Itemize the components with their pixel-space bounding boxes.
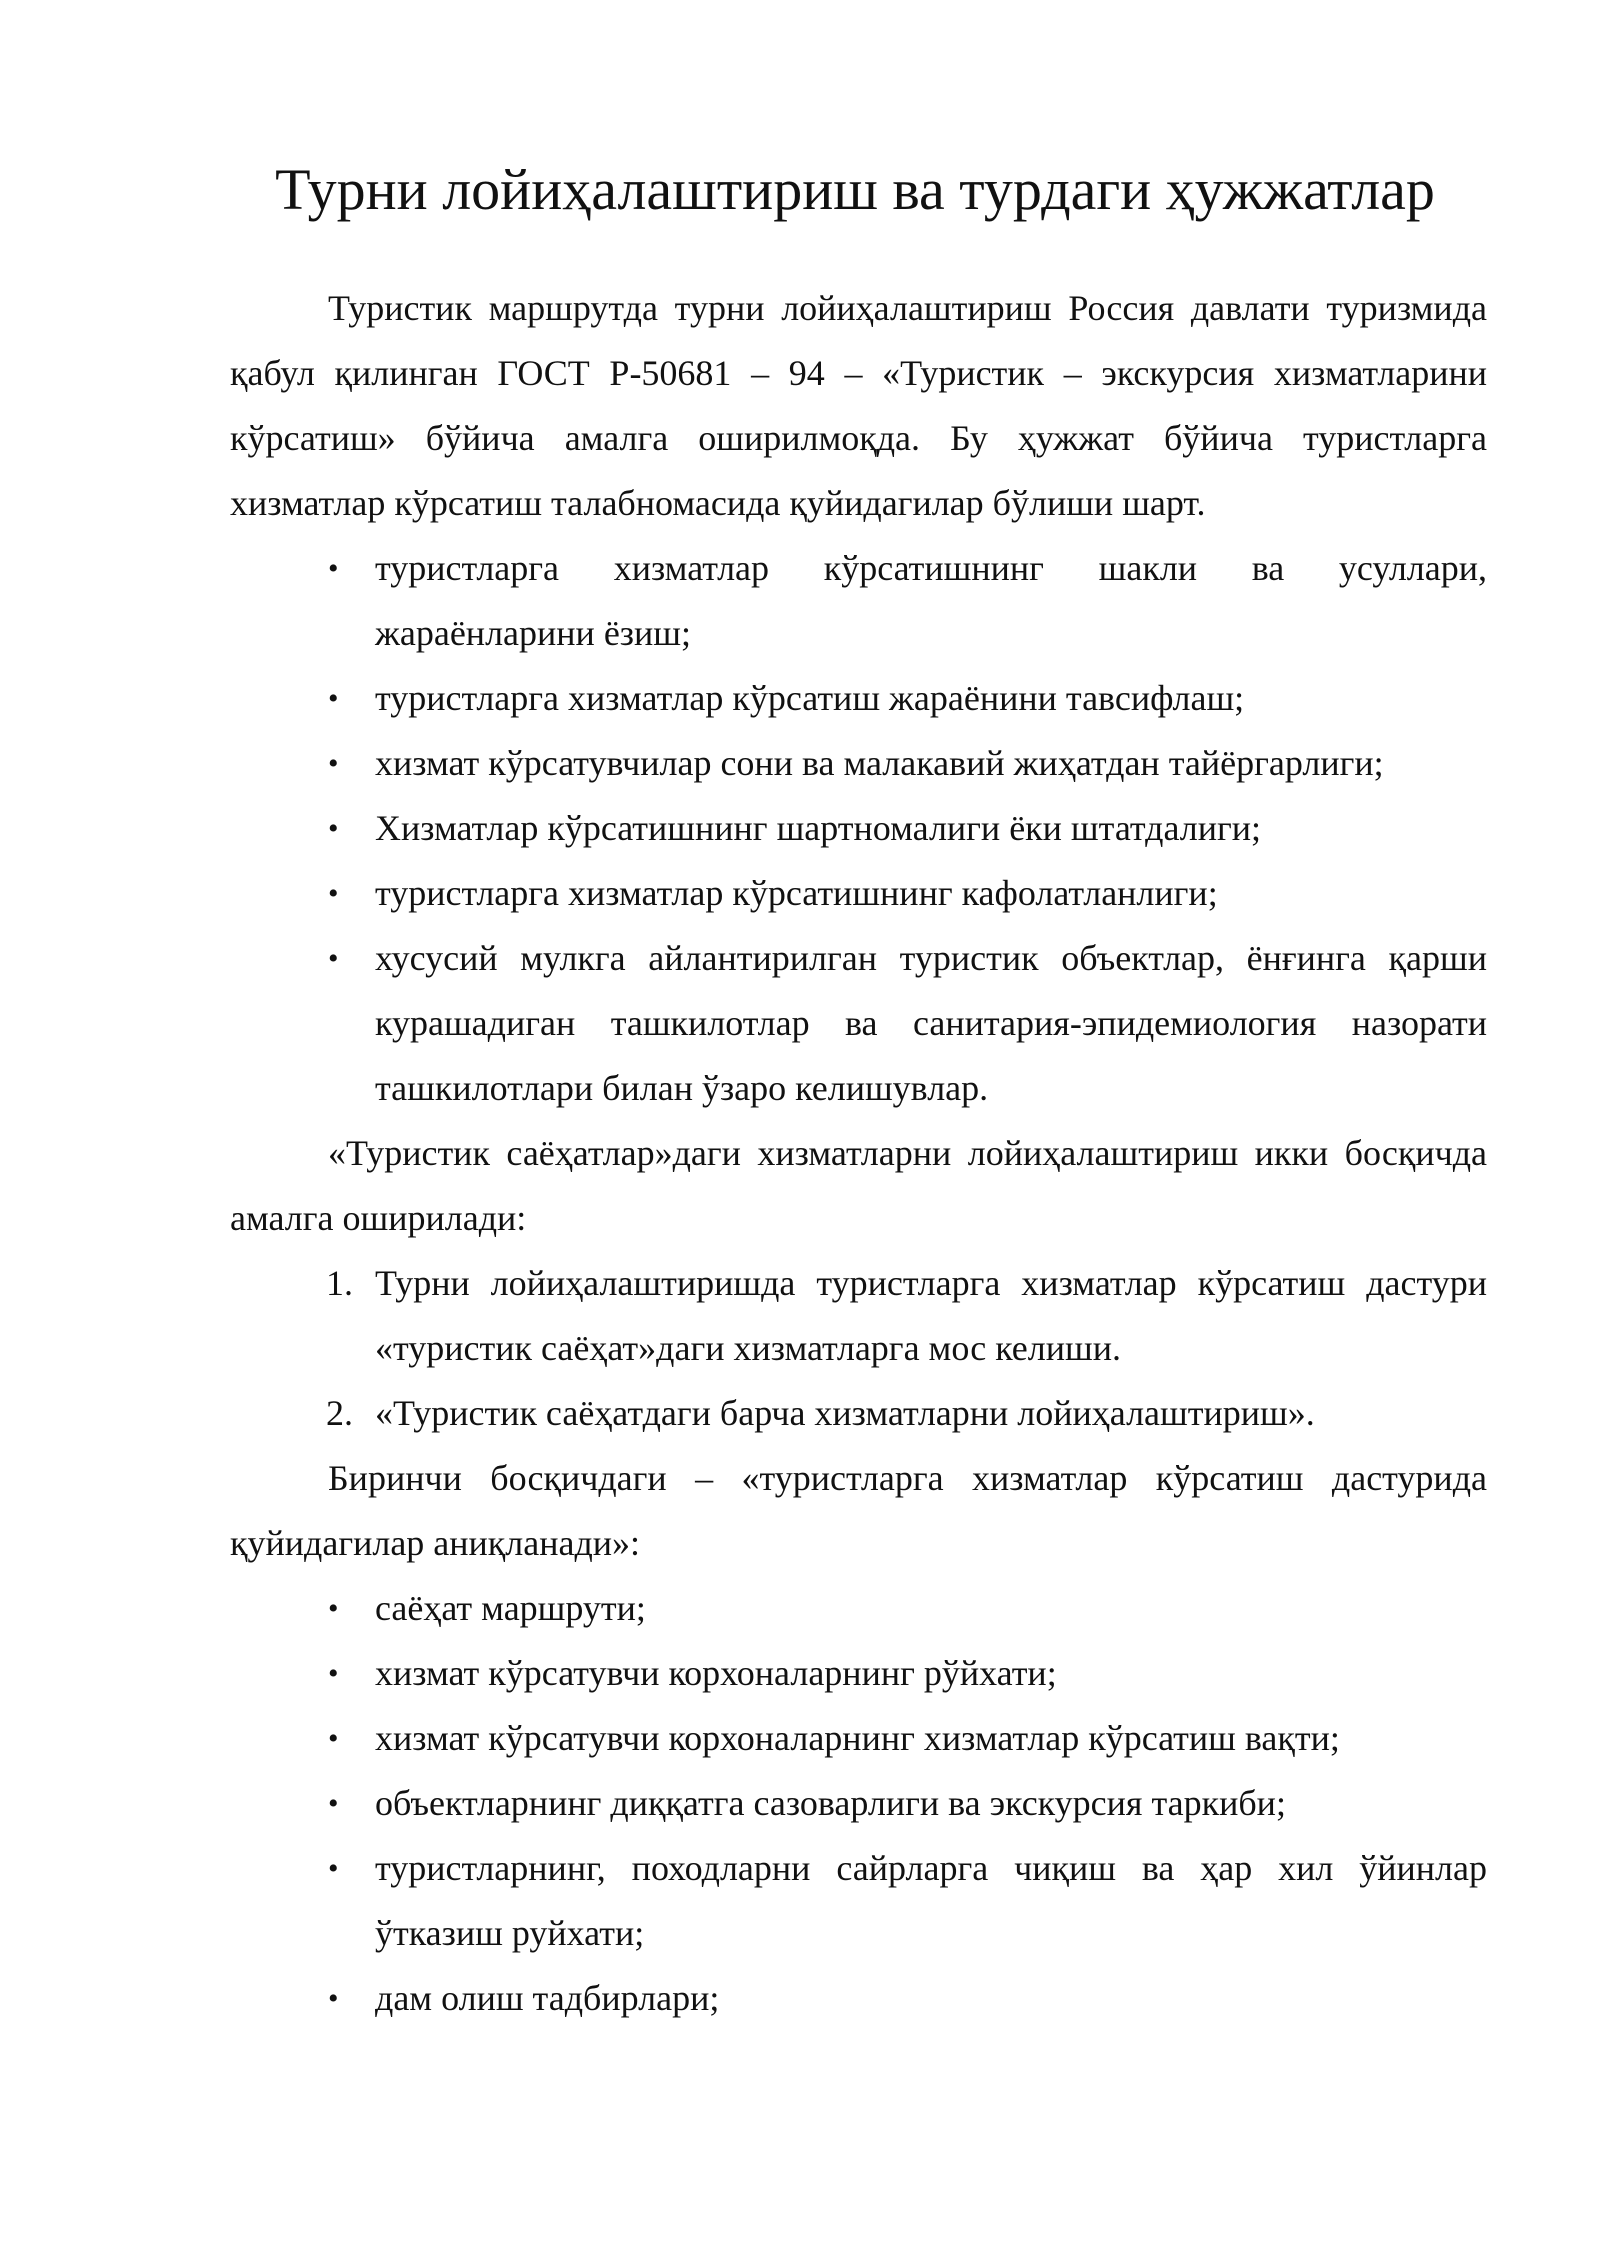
bullet-icon: • xyxy=(328,747,339,780)
list-item xyxy=(230,731,1487,796)
bullet-icon: • xyxy=(328,552,339,585)
list-item xyxy=(230,926,1487,1121)
intro-paragraph: Туристик маршрутда турни лойиҳалаштириш Россия давлати туризмида қабул қилинган ГОСТ Р-50681 – 94 – «Туристик – экскурсия хизматларини кўрсатиш» бўйича амалга оширилмоқда. Бу ҳужжат бўйича туристларга хизматлар кўрсатиш талабномасида қуйидагилар бўлиши шарт. xyxy=(230,288,1487,523)
requirements-list xyxy=(230,536,1487,1121)
stages-list xyxy=(230,1251,1487,1446)
ordered-item-text: Турни лойиҳалаштиришда туристларга хизматлар кўрсатиш дастури «туристик саёҳат»даги хизматларга мос келиши. xyxy=(375,1263,1487,1368)
list-item xyxy=(230,796,1487,861)
item-number: 1. xyxy=(326,1263,353,1303)
program-list xyxy=(230,1576,1487,2031)
bullet-icon: • xyxy=(328,1592,339,1625)
list-item xyxy=(230,1576,1487,1641)
list-item-text: туристларнинг, походларни сайрларга чиқиш ва ҳар хил ўйинлар ўтказиш руйхати; xyxy=(375,1848,1487,1953)
list-item xyxy=(230,1706,1487,1771)
list-item-text: дам олиш тадбирлари; xyxy=(375,1978,720,2018)
list-item-text: саёҳат маршрути; xyxy=(375,1588,646,1628)
document-title: Турни лойиҳалаштириш ва турдаги ҳужжатлар xyxy=(275,157,1435,222)
list-item xyxy=(230,1836,1487,1966)
list-item xyxy=(230,536,1487,666)
stages-paragraph: «Туристик саёҳатлар»даги хизматларни лойиҳалаштириш икки босқичда амалга оширилади: xyxy=(230,1133,1487,1238)
bullet-icon: • xyxy=(328,682,339,715)
bullet-icon: • xyxy=(328,1852,339,1885)
bullet-icon: • xyxy=(328,1657,339,1690)
list-item-text: Хизматлар кўрсатишнинг шартномалиги ёки штатдалиги; xyxy=(375,808,1262,848)
ordered-item-text: «Туристик саёҳатдаги барча хизматларни лойиҳалаштириш». xyxy=(375,1393,1315,1433)
bullet-icon: • xyxy=(328,812,339,845)
list-item-text: туристларга хизматлар кўрсатиш жараёнини тавсифлаш; xyxy=(375,678,1245,718)
list-item-text: туристларга хизматлар кўрсатишнинг шакли ва усуллари, жараёнларини ёзиш; xyxy=(375,548,1487,653)
list-item-text: хизмат кўрсатувчи корхоналарнинг рўйхати; xyxy=(375,1653,1057,1693)
ordered-item xyxy=(230,1251,1487,1381)
bullet-icon: • xyxy=(328,942,339,975)
bullet-icon: • xyxy=(328,1982,339,2015)
item-number: 2. xyxy=(326,1393,353,1433)
first-stage-paragraph: Биринчи босқичдаги – «туристларга хизматлар кўрсатиш дастурида қуйидагилар аниқланади»: xyxy=(230,1458,1487,1563)
list-item xyxy=(230,666,1487,731)
list-item xyxy=(230,1966,1487,2031)
bullet-icon: • xyxy=(328,1722,339,1755)
list-item-text: туристларга хизматлар кўрсатишнинг кафолатланлиги; xyxy=(375,873,1218,913)
document-body xyxy=(230,276,1487,2031)
ordered-item xyxy=(230,1381,1487,1446)
bullet-icon: • xyxy=(328,877,339,910)
list-item xyxy=(230,861,1487,926)
list-item-text: хизмат кўрсатувчилар сони ва малакавий жиҳатдан тайёргарлиги; xyxy=(375,743,1384,783)
list-item xyxy=(230,1771,1487,1836)
bullet-icon: • xyxy=(328,1787,339,1820)
list-item xyxy=(230,1641,1487,1706)
list-item-text: хизмат кўрсатувчи корхоналарнинг хизматлар кўрсатиш вақти; xyxy=(375,1718,1340,1758)
list-item-text: объектларнинг диққатга сазоварлиги ва экскурсия таркиби; xyxy=(375,1783,1286,1823)
list-item-text: хусусий мулкга айлантирилган туристик объектлар, ёнғинга қарши курашадиган ташкилотлар ва санитария-эпидемиология назорати ташкилотлари билан ўзаро келишувлар. xyxy=(375,938,1487,1108)
